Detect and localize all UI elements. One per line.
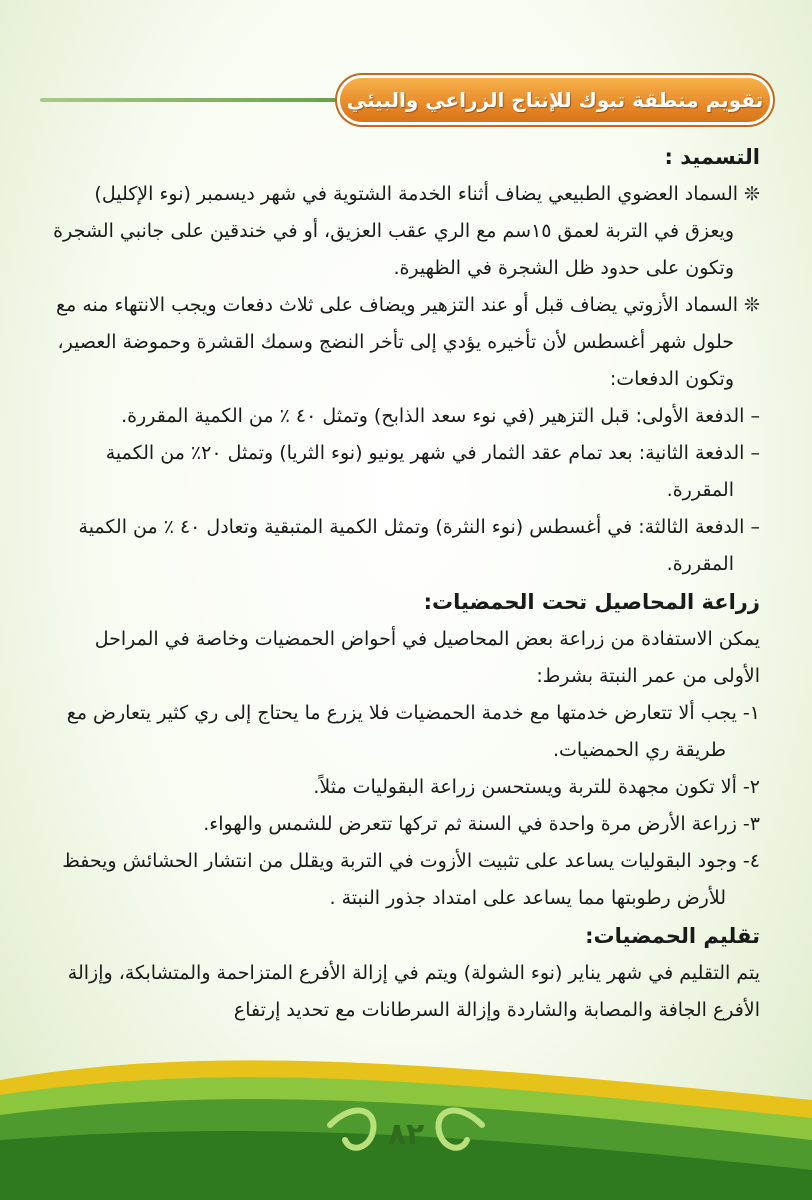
list-item-text: الدفعة الثانية: بعد تمام عقد الثمار في شهر يونيو (نوء الثريا) وتمثل ٢٠٪ من الكمية المقررة. [105, 442, 745, 501]
section-heading-intercropping: زراعة المحاصيل تحت الحمضيات: [423, 590, 760, 614]
list-item [50, 843, 760, 917]
page-number: ٨٢ [387, 1117, 425, 1152]
section-intro: يتم التقليم في شهر يناير (نوء الشولة) ويتم في إزالة الأفرع المتزاحمة والمتشابكة، وإزالة الأفرع الجافة والمصابة والشاردة وإزالة السرطانات مع تحديد إرتفاع [67, 962, 760, 1021]
bullet-marker: ❊ [744, 294, 760, 316]
number-marker: ١- [742, 702, 760, 724]
section-heading-pruning: تقليم الحمضيات: [585, 924, 760, 948]
list-item [50, 435, 760, 509]
list-item-text: زراعة الأرض مرة واحدة في السنة ثم تركها تتعرض للشمس والهواء. [203, 813, 737, 835]
list-item-text: يجب ألا تتعارض خدمتها مع خدمة الحمضيات فلا يزرع ما يحتاج إلى ري كثير يتعارض مع طريقة ري الحمضيات. [66, 702, 737, 761]
list-item [50, 176, 760, 287]
list-item [50, 769, 760, 806]
list-item-text: الدفعة الثالثة: في أغسطس (نوء النثرة) وتمثل الكمية المتبقية وتعادل ٤٠ ٪ من الكمية المقررة. [78, 516, 745, 575]
dash-marker: – [750, 442, 760, 464]
header-title: تقويم منطقة تبوك للإنتاج الزراعي والبيئي [346, 88, 764, 112]
section-intro: يمكن الاستفادة من زراعة بعض المحاصيل في أحواض الحمضيات وخاصة في المراحل الأولى من عمر النبتة بشرط: [94, 628, 760, 687]
page-content [50, 138, 760, 1029]
list-item-text: ألا تكون مجهدة للتربة ويستحسن زراعة البقوليات مثلاً. [313, 776, 737, 798]
section-heading-fertilization: التسميد : [664, 145, 760, 169]
number-marker: ٤- [742, 850, 760, 872]
list-item-text: وجود البقوليات يساعد على تثبيت الأزوت في التربة ويقلل من انتشار الحشائش ويحفظ للأرض رطوبتها مما يساعد على امتداد جذور النبتة . [62, 850, 737, 909]
dash-marker: – [750, 405, 760, 427]
dash-marker: – [750, 516, 760, 538]
list-item [50, 398, 760, 435]
number-marker: ٢- [742, 776, 760, 798]
list-item-text: السماد الأزوتي يضاف قبل أو عند التزهير ويضاف على ثلاث دفعات ويجب الانتهاء منه مع حلول شهر أغسطس لأن تأخيره يؤدي إلى تأخر النضج وسمك القشرة وحموضة العصير، وتكون الدفعات: [55, 294, 739, 390]
header-banner [340, 78, 770, 122]
list-item [50, 509, 760, 583]
list-item [50, 806, 760, 843]
list-item-text: السماد العضوي الطبيعي يضاف أثناء الخدمة الشتوية في شهر ديسمبر (نوء الإكليل) ويعزق في التربة لعمق ١٥سم مع الري عقب العزيق، أو في خندقين على جانبي الشجرة وتكون على حدود ظل الشجرة في الظهيرة. [53, 183, 739, 279]
list-item-text: الدفعة الأولى: قبل التزهير (في نوء سعد الذابح) وتمثل ٤٠ ٪ من الكمية المقررة. [121, 405, 745, 427]
number-marker: ٣- [742, 813, 760, 835]
list-item [50, 287, 760, 398]
bullet-marker: ❊ [744, 183, 760, 205]
list-item [50, 695, 760, 769]
header-rule [40, 98, 340, 102]
